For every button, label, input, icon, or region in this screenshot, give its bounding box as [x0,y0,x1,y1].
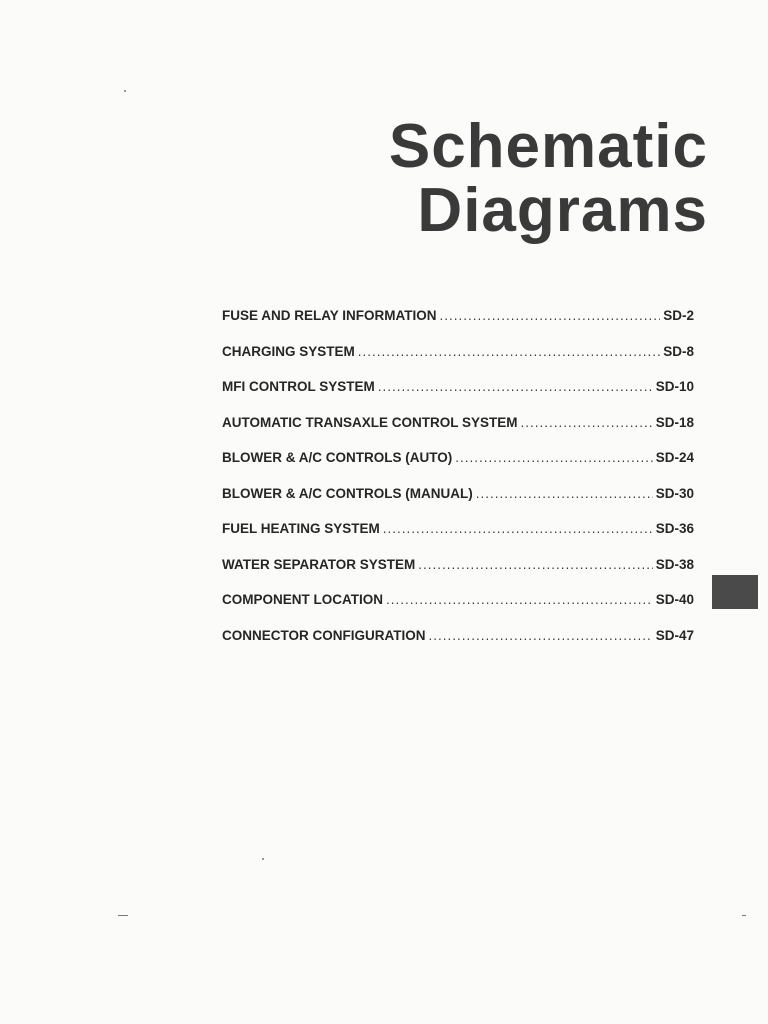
page-title-line-1: Schematic [388,112,708,181]
dot-leader [521,415,653,430]
page-title-line-2: Diagrams [417,176,708,245]
dot-leader [429,628,653,643]
section-tab-marker [712,575,758,609]
toc-entry-page: SD-18 [655,414,694,430]
toc-entry-page: SD-24 [655,450,694,465]
toc-entry-label: COMPONENT LOCATION [222,592,383,607]
toc-entry-charging[interactable] [222,344,694,380]
dot-leader [476,486,653,501]
toc-entry-page: SD-8 [663,343,694,359]
toc-entry-label: MFI CONTROL SYSTEM [222,379,375,394]
toc-entry-fuse-relay[interactable] [222,308,694,344]
scan-speck [124,90,126,92]
dot-leader [455,450,653,465]
toc-entry-label: AUTOMATIC TRANSAXLE CONTROL SYSTEM [222,414,518,430]
toc-entry-page: SD-38 [655,556,694,572]
toc-entry-label: FUEL HEATING SYSTEM [222,521,380,536]
toc-entry-mfi-control[interactable] [222,379,694,415]
dot-leader [418,557,652,572]
toc-entry-fuel-heating[interactable] [222,521,694,557]
toc-entry-page: SD-47 [655,627,694,643]
scan-speck [262,858,264,860]
toc-entry-label: CHARGING SYSTEM [222,343,355,359]
toc-entry-page: SD-40 [655,592,694,607]
toc-entry-label: FUSE AND RELAY INFORMATION [222,308,437,323]
dot-leader [383,521,653,536]
scan-speck [742,915,746,916]
dot-leader [358,344,660,359]
dot-leader [386,592,653,607]
toc-entry-label: BLOWER & A/C CONTROLS (MANUAL) [222,485,473,501]
toc-entry-page: SD-2 [663,308,694,323]
toc-entry-page: SD-30 [655,485,694,501]
toc-entry-label: BLOWER & A/C CONTROLS (AUTO) [222,450,453,465]
toc-entry-label: WATER SEPARATOR SYSTEM [222,556,416,572]
toc-entry-blower-auto[interactable] [222,450,694,486]
toc-entry-blower-manual[interactable] [222,486,694,522]
toc-entry-transaxle-control[interactable] [222,415,694,451]
dot-leader [440,308,661,323]
toc-entry-connector-configuration[interactable] [222,628,694,664]
toc-entry-water-separator[interactable] [222,557,694,593]
table-of-contents [222,308,694,663]
toc-entry-component-location[interactable] [222,592,694,628]
toc-entry-page: SD-10 [655,379,694,394]
scan-speck [118,915,128,916]
toc-entry-label: CONNECTOR CONFIGURATION [222,627,426,643]
dot-leader [378,379,653,394]
toc-entry-page: SD-36 [655,521,694,536]
